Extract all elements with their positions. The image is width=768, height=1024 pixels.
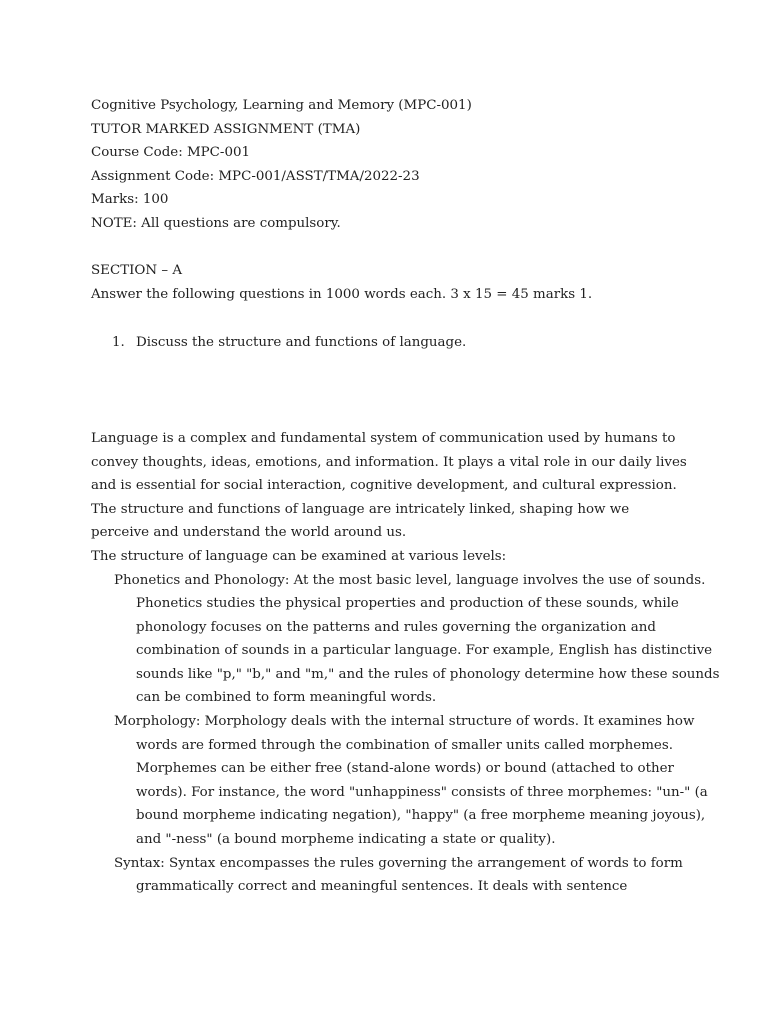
question-text: Discuss the structure and functions of language.: [136, 335, 467, 351]
spacer: [91, 306, 708, 331]
spacer: [91, 236, 708, 260]
question-list: [91, 331, 708, 355]
section-instruction: Answer the following questions in 1000 words each. 3 x 15 = 45 marks 1.: [91, 286, 593, 302]
structure-item-morphology: Morphology: Morphology deals with the internal structure of words. It examines how words are formed through the combination of smaller units called morphemes. Morphemes can be either free (stand-alone words) or bound (attached to other words). For instance, the word "unhappiness" consists of three morphemes: "un-" (a bound morpheme indicating negation), "happy" (a free morpheme meaning joyous), and "-ness" (a bound morpheme indicating a state or quality).: [114, 714, 708, 848]
question-number: 1.: [112, 335, 125, 351]
assignment-type: TUTOR MARKED ASSIGNMENT (TMA): [91, 121, 361, 137]
course-code: Course Code: MPC-001: [91, 145, 251, 161]
marks: Marks: 100: [91, 192, 169, 208]
structure-lead: The structure of language can be examined at various levels:: [91, 548, 507, 564]
question-item: [91, 331, 708, 355]
structure-item-phonetics: Phonetics and Phonology: At the most basic level, language involves the use of sounds. Phonetics studies the physical properties and production of these sounds, while phonology focuses on the patterns and rules governing the organization and combination of sounds in a particular language. For example, English has distinctive sounds like "p," "b," and "m," and the rules of phonology determine how these sounds can be combined to form meaningful words.: [114, 572, 720, 706]
assignment-code: Assignment Code: MPC-001/ASST/TMA/2022-23: [91, 168, 420, 184]
structure-item-syntax: Syntax: Syntax encompasses the rules governing the arrangement of words to form grammatically correct and meaningful sentences. It deals with sentence: [114, 855, 683, 895]
note: NOTE: All questions are compulsory.: [91, 215, 341, 231]
course-title: Cognitive Psychology, Learning and Memory (MPC-001): [91, 98, 472, 113]
spacer: [91, 355, 708, 427]
intro-paragraph: Language is a complex and fundamental system of communication used by humans to convey thoughts, ideas, emotions, and information. It plays a vital role in our daily lives and is essential for social interaction, cognitive development, and cultural expression. The structure and functions of language are intricately linked, shaping how we perceive and understand the world around us.: [91, 430, 687, 541]
section-title: SECTION – A: [91, 263, 182, 279]
